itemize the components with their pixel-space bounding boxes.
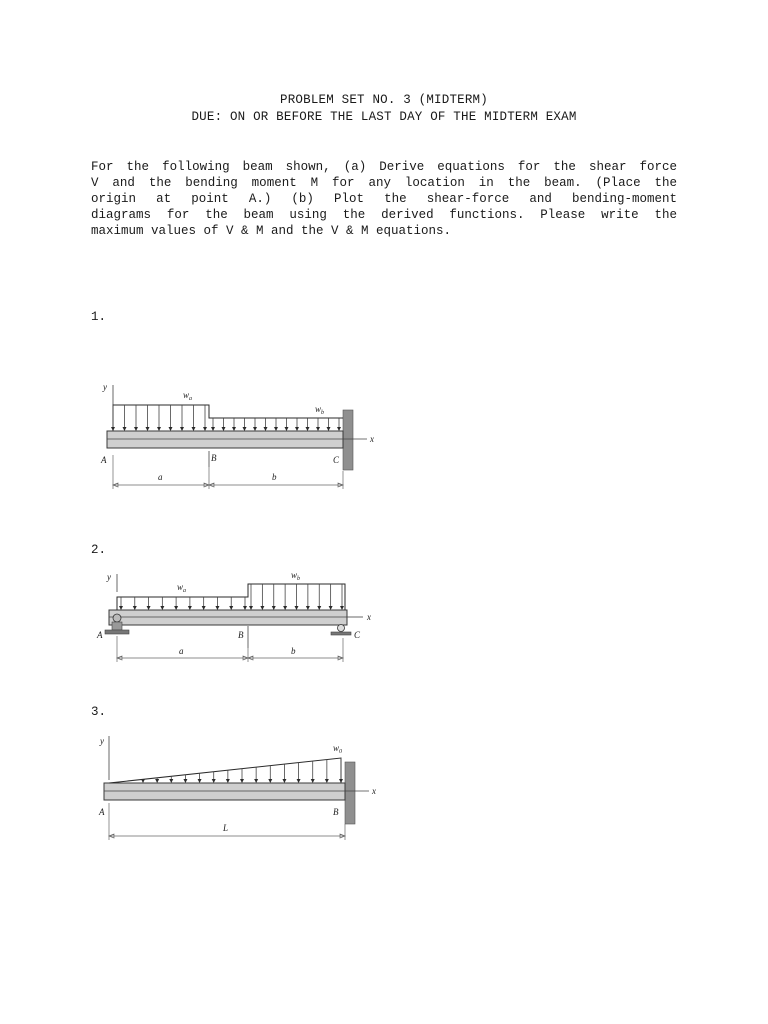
- load-arrowhead: [340, 606, 344, 610]
- load-arrowhead: [202, 606, 206, 610]
- load-arrowhead: [123, 427, 127, 431]
- load-wb-arrows: [211, 418, 341, 431]
- load-arrowhead: [295, 606, 299, 610]
- point-c-label: C: [354, 630, 361, 640]
- instructions-line-3: origin at point A.) (b) Plot the shear-force and bending-moment: [91, 192, 677, 206]
- dim-a-label: a: [158, 472, 163, 482]
- load-arrowhead: [146, 427, 150, 431]
- load-arrowhead: [285, 427, 289, 431]
- problem-1-number: 1.: [91, 310, 107, 324]
- x-axis-label: x: [370, 434, 374, 444]
- y-axis-label: y: [103, 382, 107, 392]
- load-arrowhead: [264, 427, 268, 431]
- dim-b-label: b: [291, 646, 296, 656]
- load-arrowhead: [243, 427, 247, 431]
- dim-b-label: b: [272, 472, 277, 482]
- load-wa-arrows: [119, 597, 247, 610]
- problem-set-title: PROBLEM SET NO. 3 (MIDTERM): [280, 93, 488, 107]
- point-c-label: C: [333, 455, 340, 465]
- load-arrowhead: [169, 427, 173, 431]
- load-arrowhead: [327, 427, 331, 431]
- load-arrowhead: [282, 779, 286, 783]
- problem-2-figure: [95, 568, 385, 668]
- point-a-label: A: [101, 455, 107, 465]
- ground-c: [331, 632, 351, 635]
- load-arrowhead: [306, 606, 310, 610]
- instructions-line-2: V and the bending moment M for any location in the beam. (Place the: [91, 176, 677, 190]
- roller-support-c: [338, 625, 345, 632]
- load-arrowhead: [141, 779, 145, 783]
- problem-2-number: 2.: [91, 543, 107, 557]
- load-arrowhead: [183, 779, 187, 783]
- load-arrowhead: [316, 427, 320, 431]
- load-arrowhead: [160, 606, 164, 610]
- load-arrowhead: [329, 606, 333, 610]
- load-arrowhead: [337, 427, 341, 431]
- load-wb-label: $w_b$: [291, 570, 301, 582]
- load-arrowhead: [155, 779, 159, 783]
- load-arrowhead: [274, 427, 278, 431]
- y-axis-label: y: [107, 572, 111, 582]
- load-arrowhead: [133, 606, 137, 610]
- load-arrowhead: [134, 427, 138, 431]
- load-arrowhead: [268, 779, 272, 783]
- pin-support-a: [113, 614, 121, 622]
- beam: [109, 610, 347, 625]
- problem-1-figure: [95, 375, 385, 490]
- load-arrowhead: [254, 779, 258, 783]
- load-arrowhead: [240, 779, 244, 783]
- load-arrowhead: [180, 427, 184, 431]
- load-arrowhead: [311, 779, 315, 783]
- beam: [104, 783, 345, 800]
- load-arrowhead: [222, 427, 226, 431]
- load-arrowhead: [169, 779, 173, 783]
- y-axis-label: y: [100, 736, 104, 746]
- load-arrowhead: [260, 606, 264, 610]
- load-arrowhead: [157, 427, 161, 431]
- load-arrowhead: [212, 779, 216, 783]
- load-w0-label: $w_0$: [333, 743, 343, 755]
- ground-a: [105, 630, 129, 634]
- load-arrowhead: [339, 779, 343, 783]
- pin-support-a-base: [112, 622, 122, 630]
- load-arrowhead: [229, 606, 233, 610]
- beam: [107, 431, 343, 448]
- dim-a-label: a: [179, 646, 184, 656]
- load-arrowhead: [272, 606, 276, 610]
- instructions-line-5: maximum values of V & M and the V & M equations.: [91, 224, 452, 238]
- load-arrowhead: [198, 779, 202, 783]
- load-arrowhead: [111, 427, 115, 431]
- load-arrowhead: [325, 779, 329, 783]
- triangular-load-arrows: [141, 758, 343, 783]
- load-arrowhead: [317, 606, 321, 610]
- load-wb-label: $w_b$: [315, 404, 325, 416]
- load-arrowhead: [119, 606, 123, 610]
- x-axis-label: x: [372, 786, 376, 796]
- load-arrowhead: [203, 427, 207, 431]
- load-wa-label: $w_a$: [177, 582, 187, 594]
- dim-l-label: L: [223, 823, 229, 833]
- fixed-wall-support: [343, 410, 353, 470]
- point-a-label: A: [97, 630, 103, 640]
- due-date-line: DUE: ON OR BEFORE THE LAST DAY OF THE MIDTERM EXAM: [191, 110, 577, 124]
- load-arrowhead: [188, 606, 192, 610]
- load-arrowhead: [147, 606, 151, 610]
- problem-3-number: 3.: [91, 705, 107, 719]
- point-b-label: B: [333, 807, 339, 817]
- load-arrowhead: [215, 606, 219, 610]
- point-b-label: B: [238, 630, 244, 640]
- point-b-label: B: [211, 453, 217, 463]
- load-arrowhead: [249, 606, 253, 610]
- load-arrowhead: [226, 779, 230, 783]
- load-arrowhead: [243, 606, 247, 610]
- point-a-label: A: [99, 807, 105, 817]
- instructions-line-4: diagrams for the beam using the derived functions. Please write the: [91, 208, 677, 222]
- load-arrowhead: [232, 427, 236, 431]
- problem-3-figure: [95, 730, 385, 845]
- load-arrowhead: [283, 606, 287, 610]
- load-wb-arrows: [249, 584, 344, 610]
- x-axis-label: x: [367, 612, 371, 622]
- load-arrowhead: [295, 427, 299, 431]
- load-wa-label: $w_a$: [183, 390, 193, 402]
- load-arrowhead: [211, 427, 215, 431]
- load-arrowhead: [192, 427, 196, 431]
- load-arrowhead: [297, 779, 301, 783]
- load-arrowhead: [253, 427, 257, 431]
- load-arrowhead: [174, 606, 178, 610]
- load-wa-arrows: [111, 405, 207, 431]
- load-arrowhead: [306, 427, 310, 431]
- fixed-wall-support: [345, 762, 355, 824]
- instructions-line-1: For the following beam shown, (a) Derive equations for the shear force: [91, 160, 677, 174]
